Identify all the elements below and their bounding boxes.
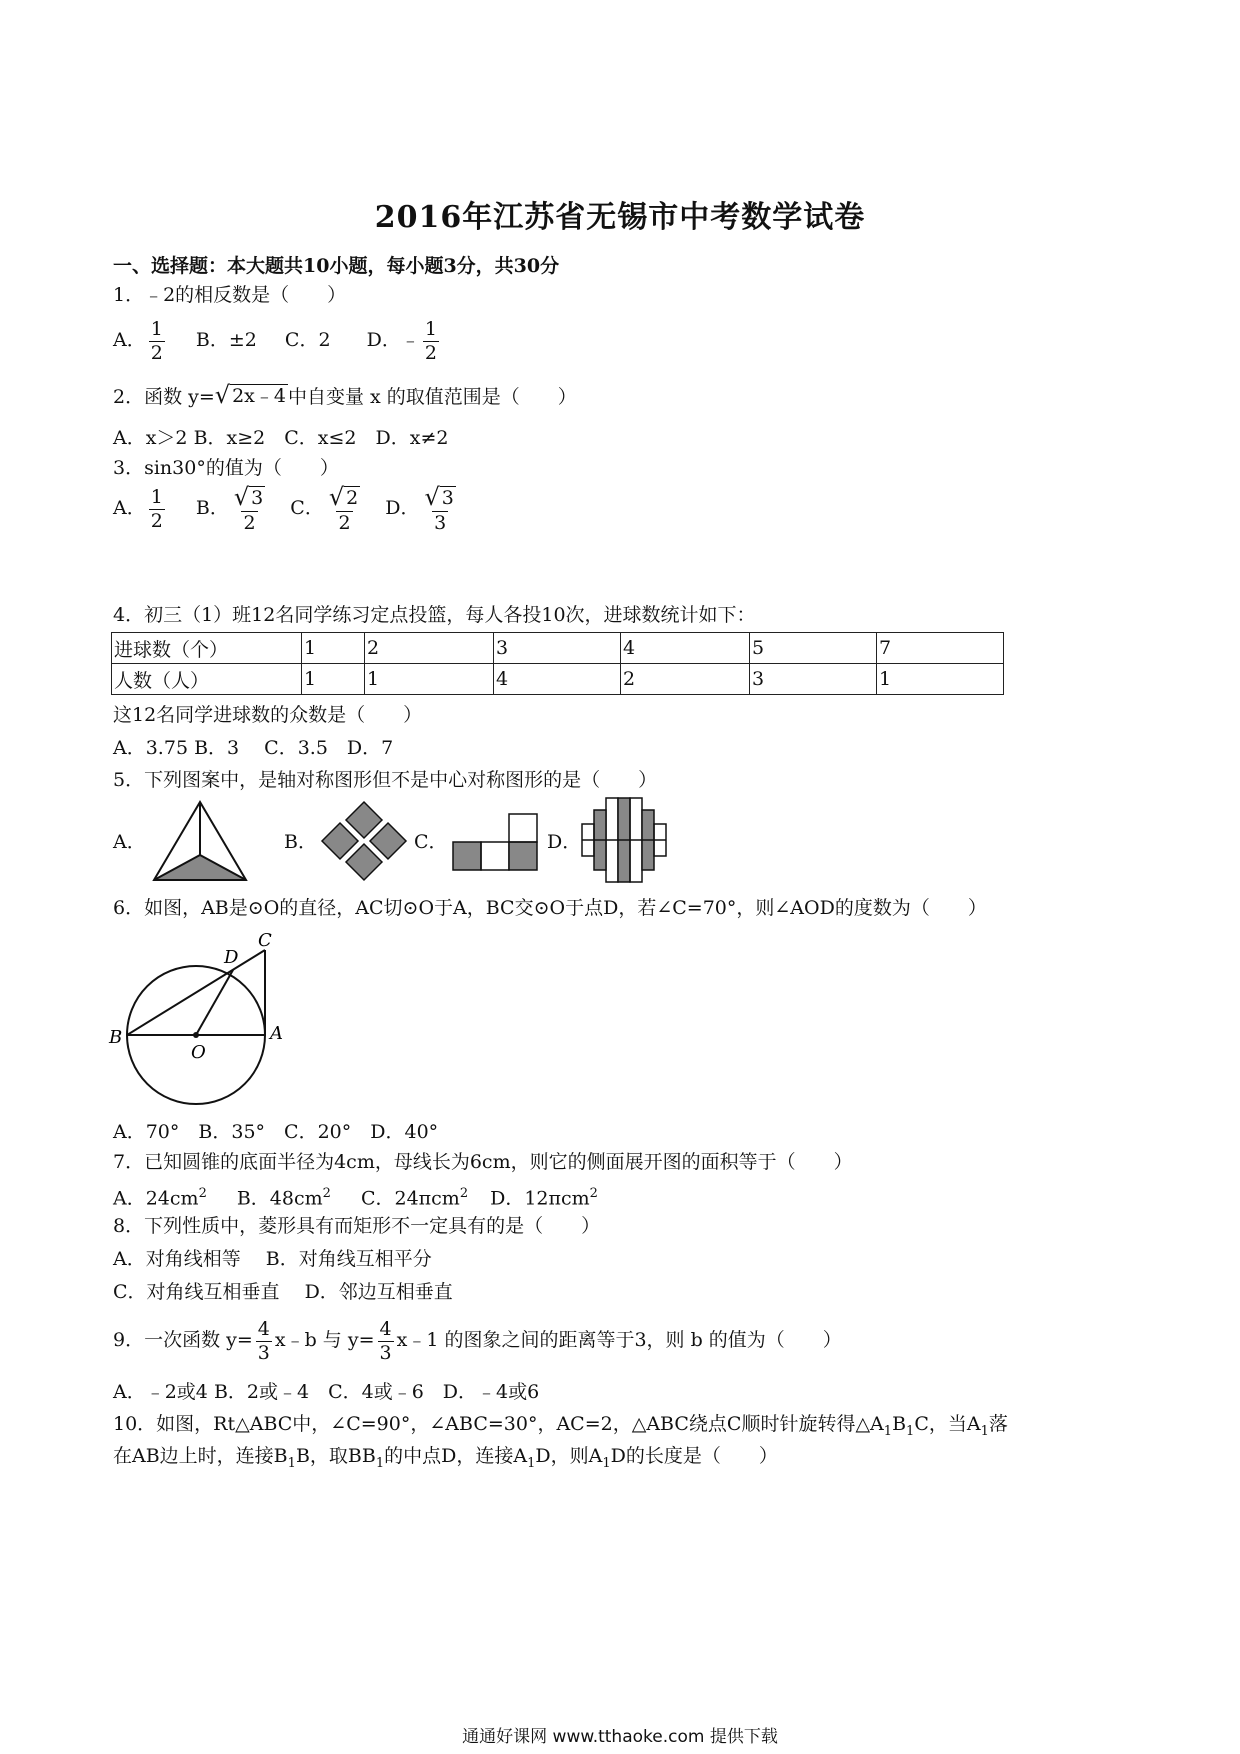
table-row: 进球数（个） 1 2 3 4 5 7 — [112, 633, 1004, 664]
fraction: $\frac{1}{2}$ — [150, 485, 163, 532]
question-8-stem: 8．下列性质中，菱形具有而矩形不一定具有的是（ ） — [113, 1215, 601, 1237]
label-d: D — [224, 947, 239, 968]
fraction: $\frac{4}{3}$ — [257, 1317, 270, 1364]
question-3-options: A． $\frac{1}{2}$ B． √ 3 2 C． √ 2 2 D． √ 3 3 — [113, 484, 461, 533]
score-table — [111, 632, 1004, 695]
label-a: A — [270, 1023, 283, 1044]
option-d-label: D． — [547, 831, 582, 853]
question-5-stem: 5．下列图案中，是轴对称图形但不是中心对称图形的是（ ） — [113, 769, 658, 791]
option-a-figure — [150, 800, 250, 882]
question-7-options: A．$24cm^2$ B．$48cm^2$ C．24πcm$^2$ D．12πcm$^2$ — [113, 1186, 598, 1210]
question-4-ask: 这12名同学进球数的众数是（ ） — [113, 704, 423, 726]
question-9-stem: 9．一次函数 y= $\frac{4}{3}$ x﹣b 与 y= $\frac{4}{3}$ x﹣1 的图象之间的距离等于3，则 b 的值为（ ） — [113, 1317, 842, 1364]
fraction: $\frac{4}{3}$ — [379, 1317, 392, 1364]
question-1-stem: 1．﹣2的相反数是（ ） — [113, 284, 347, 306]
question-8-options-line2: C．对角线互相垂直 D．邻边互相垂直 — [113, 1281, 453, 1303]
fraction: $\frac{1}{2}$ — [150, 317, 163, 364]
table-row: 人数（人） 1 1 4 2 3 1 — [112, 664, 1004, 695]
label-b: B — [109, 1027, 123, 1048]
label-o: O — [191, 1042, 206, 1063]
page-title: 2016年江苏省无锡市中考数学试卷 — [374, 200, 866, 235]
question-4-stem: 4．初三（1）班12名同学练习定点投篮，每人各投10次，进球数统计如下： — [113, 604, 756, 626]
question-2-stem: 2．函数 y= √ 2x﹣4 中自变量 x 的取值范围是（ ） — [113, 381, 577, 409]
option-d-figure — [580, 796, 672, 884]
option-b-figure — [320, 800, 408, 882]
option-c-figure — [451, 810, 543, 874]
question-9-options: A．﹣2或4 B．2或﹣4 C．4或﹣6 D．﹣4或6 — [113, 1381, 540, 1403]
fraction: √ 3 3 — [424, 482, 454, 534]
question-10-line2: 在AB边上时，连接$B_1B$，取$BB_1$的中点D，连接$A_1D$，则$A_1D$的长度是（ ） — [113, 1445, 778, 1471]
question-6-stem: 6．如图，AB是⊙O的直径，AC切⊙O于A，BC交⊙O于点D，若∠C=70°，则∠AOD的度数为（ ） — [113, 897, 987, 919]
question-7-stem: 7．已知圆锥的底面半径为4cm，母线长为6cm，则它的侧面展开图的面积等于（ ） — [113, 1151, 853, 1173]
fraction: $\frac{1}{2}$ — [424, 317, 437, 364]
option-b-label: B． — [284, 831, 317, 853]
question-1-options: A． $\frac{1}{2}$ B．±2 C．2 D．﹣ $\frac{1}{2}$ — [113, 317, 437, 364]
footer-source: 通通好课网 www.tthaoke.com 提供下载 — [462, 1727, 778, 1747]
option-a-label: A． — [113, 831, 146, 853]
question-2-options: A．x＞2 B．x≥2 C．x≤2 D．x≠2 — [113, 427, 449, 449]
question-4-options: A．3.75 B．3 C．3.5 D．7 — [113, 737, 394, 759]
square-root: √ 2x﹣4 — [214, 381, 286, 409]
option-c-label: C． — [414, 831, 448, 853]
fraction: √ 2 2 — [328, 482, 359, 534]
question-6-options: A．70° B．35° C．20° D．40° — [113, 1121, 439, 1143]
circle-figure — [108, 930, 298, 1108]
question-8-options-line1: A．对角线相等 B．对角线互相平分 — [113, 1248, 432, 1270]
question-3-stem: 3．sin30°的值为（ ） — [113, 457, 339, 479]
label-c: C — [258, 930, 272, 951]
question-10-line1: 10．如图，Rt△ABC中，∠C=90°，∠ABC=30°，AC=2，△ABC绕点C顺时针旋转得$\triangle A_1B_1C$，当$A_1$落 — [113, 1413, 1008, 1439]
section-heading: 一、选择题：本大题共10小题，每小题3分，共30分 — [113, 255, 560, 277]
fraction: √ 3 2 — [233, 482, 264, 534]
